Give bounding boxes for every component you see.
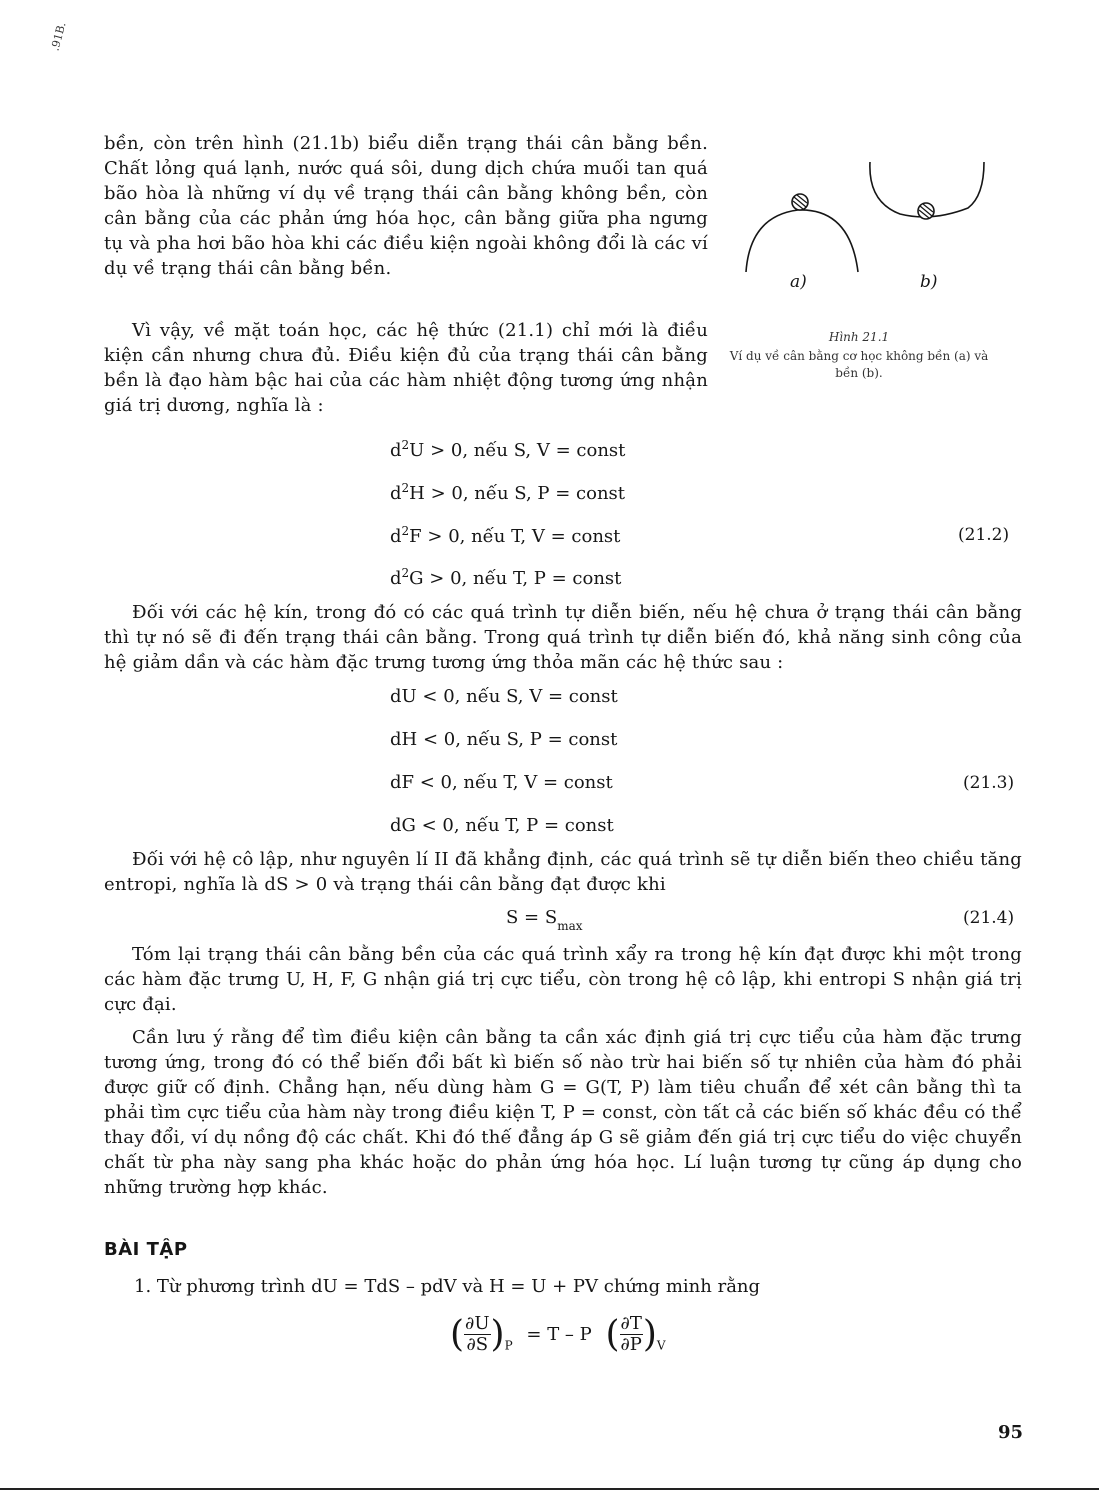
figure-caption-title: Hình 21.1	[828, 330, 890, 344]
page-number: 95	[998, 1422, 1024, 1443]
figure-label-a: a)	[790, 272, 807, 292]
equation-line: dG < 0, nếu T, P = const	[390, 815, 614, 836]
equation-number-21-4: (21.4)	[963, 908, 1015, 928]
equation-line: dF < 0, nếu T, V = const	[390, 772, 613, 793]
paragraph-note: Cần lưu ý rằng để tìm điều kiện cân bằng ta cần xác định giá trị cực tiểu của hàm đặc trưng tương ứng, trong đó có thể biến đổi bất kì biến số nào trừ hai biến số tự nhiên của hàm đó phải được giữ cố định. Chẳng hạn, nếu dùng hàm G = G(T, P) làm tiêu chuẩn để xét cân bằng thì ta phải tìm cực tiểu của hàm này trong điều kiện T, P = const, còn tất cả các biến số khác đều có thể thay đổi, ví dụ nồng độ các chất. Khi đó thế đẳng áp G sẽ giảm đến giá trị cực tiểu do việc chuyển chất từ pha này sang pha khác hoặc do phản ứng hóa học. Lí luận tương tự cũng áp dụng cho những trường hợp khác.	[104, 1027, 1022, 1198]
equation-line: dH < 0, nếu S, P = const	[390, 729, 618, 750]
paragraph-isolated-system: Đối với hệ cô lập, như nguyên lí II đã khẳng định, các quá trình sẽ tự diễn biến theo chiều tăng entropi, nghĩa là dS > 0 và trạng thái cân bằng đạt được khi	[104, 849, 1022, 895]
paragraph-closed-systems: Đối với các hệ kín, trong đó có các quá trình tự diễn biến, nếu hệ chưa ở trạng thái cân bằng thì tự nó sẽ đi đến trạng thái cân bằng. Trong quá trình tự diễn biến đó, khả năng sinh công của hệ giảm dần và các hàm đặc trưng tương ứng thỏa mãn các hệ thức sau :	[104, 602, 1022, 673]
corner-mark: .91B.	[48, 20, 69, 53]
exercise-1: 1. Từ phương trình dU = TdS – pdV và H = U + PV chứng minh rằng	[134, 1276, 761, 1297]
equation-line: dU < 0, nếu S, V = const	[390, 686, 618, 707]
equation-21-4: $S = S_{max}$	[506, 907, 583, 933]
paragraph-math-conditions: Vì vậy, về mặt toán học, các hệ thức (21.1) chỉ mới là điều kiện cần nhưng chưa đủ. Điều kiện đủ của trạng thái cân bằng bền là đạo hàm bậc hai của các hàm nhiệt động tương ứng nhận giá trị dương, nghĩa là :	[104, 320, 708, 416]
paragraph-summary: Tóm lại trạng thái cân bằng bền của các quá trình xẩy ra trong hệ kín đạt được khi một trong các hàm đặc trưng U, H, F, G nhận giá trị cực tiểu, còn trong hệ cô lập, khi entropi S nhận giá trị cực đại.	[104, 944, 1022, 1015]
equilibrium-diagram	[728, 150, 998, 330]
hill-curve	[746, 210, 858, 272]
equation-line: $d^2G > 0$, nếu T, P = const	[390, 566, 622, 589]
equation-line: $d^2H > 0$, nếu S, P = const	[390, 481, 626, 504]
figure-label-b: b)	[920, 272, 938, 292]
equation-line: $d^2U > 0$, nếu S, V = const	[390, 438, 626, 461]
exercise-1-formula: ( $\frac{\partial U}{\partial S}$ )$_P = T - P$ ( $\frac{\partial T}{\partial P}$ )$_V$	[450, 1313, 666, 1355]
equation-number-21-3: (21.3)	[963, 773, 1015, 793]
figure-caption-text: Ví dụ về cân bằng cơ học không bền (a) và bền (b).	[729, 349, 989, 380]
equation-number-21-2: (21.2)	[958, 525, 1010, 545]
figure-21-1	[728, 150, 998, 410]
bottom-rule	[0, 1488, 1099, 1490]
paragraph-stable-equilibrium: bền, còn trên hình (21.1b) biểu diễn trạng thái cân bằng bền. Chất lỏng quá lạnh, nước quá sôi, dung dịch chứa muối tan quá bão hòa là những ví dụ về trạng thái cân bằng không bền, còn cân bằng của các phản ứng hóa học, cân bằng giữa pha ngưng tụ và pha hơi bão hòa khi các điều kiện ngoài không đổi là các ví dụ về trạng thái cân bằng bền.	[104, 133, 708, 279]
section-heading-exercises: BÀI TẬP	[104, 1239, 188, 1260]
equation-line: $d^2F > 0$, nếu T, V = const	[390, 524, 621, 547]
